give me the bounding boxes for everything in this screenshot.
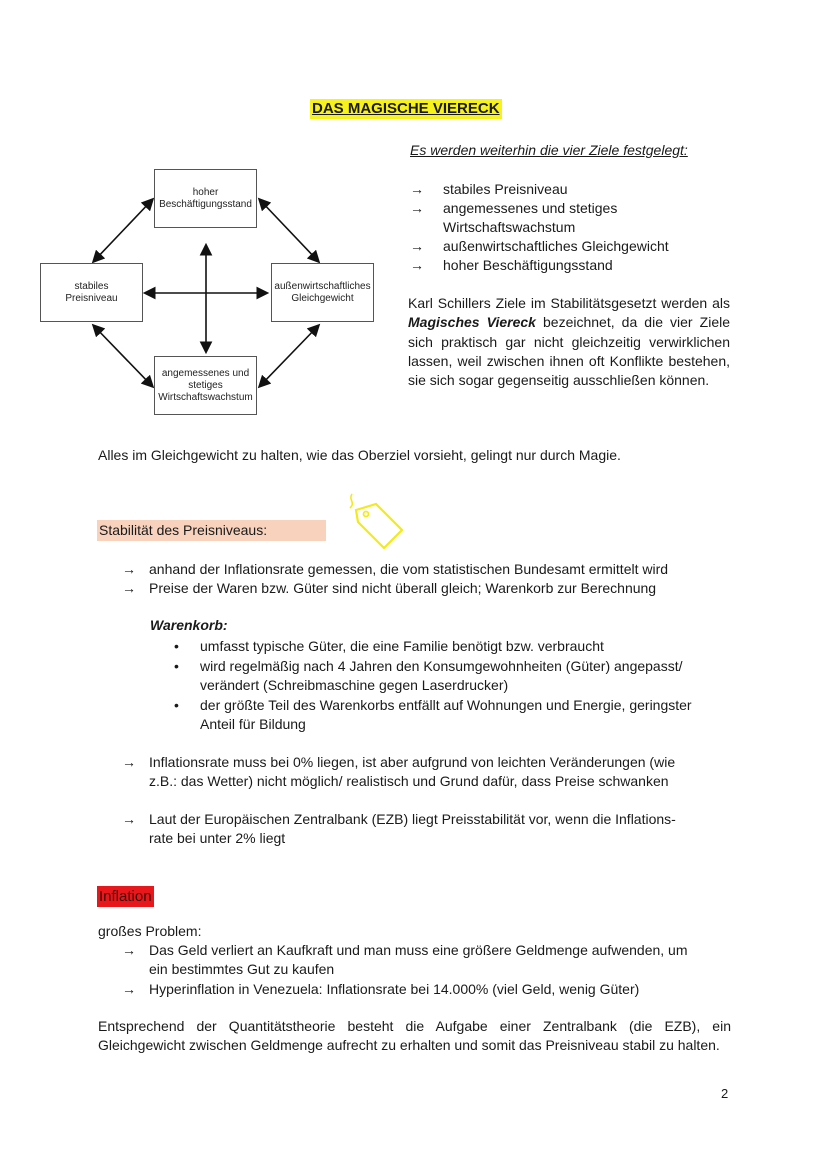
arrow-icon: → — [410, 200, 424, 216]
schiller-paragraph: Karl Schillers Ziele im Stabilitätsgesetzt werden als Magisches Viereck bezeichnet, da die vier Ziele sich praktisch gar nicht gleichzeitig verwirklichen lassen, weil zwischen ihnen oft Konflikte bestehen, sie sich sogar gegenseitig ausschließen können. — [408, 295, 730, 389]
diagonal-arrow-top-left — [94, 200, 152, 261]
tag-outline — [356, 504, 402, 548]
stability-point: → Laut der Europäischen Zentralbank (EZB) liegt Preisstabilität vor, wenn die Inflations- rate bei unter 2% liegt — [122, 811, 676, 846]
stability-heading: Stabilität des Preisniveaus: — [97, 520, 326, 541]
arrow-icon: → — [122, 942, 136, 958]
arrow-icon: → — [410, 257, 424, 273]
bullet-icon: • — [174, 658, 179, 674]
goal-item: → angemessenes und stetiges — [410, 200, 618, 216]
goal-item: → außenwirtschaftliches Gleichgewicht — [410, 238, 669, 254]
goals-intro: Es werden weiterhin die vier Ziele festgelegt: — [410, 142, 688, 158]
basket-item: • der größte Teil des Warenkorbs entfällt auf Wohnungen und Energie, geringster Anteil für Bildung — [174, 697, 692, 732]
basket-item: • wird regelmäßig nach 4 Jahren den Konsumgewohnheiten (Güter) angepasst/ verändert (Schreibmaschine gegen Laserdrucker) — [174, 658, 683, 693]
basket-item: • umfasst typische Güter, die eine Familie benötigt bzw. verbraucht — [174, 638, 604, 654]
magic-square-diagram — [38, 166, 378, 421]
stability-point: → Preise der Waren bzw. Güter sind nicht überall gleich; Warenkorb zur Berechnung — [122, 580, 657, 596]
tag-icon — [344, 492, 406, 554]
diagonal-arrow-bottom-right — [260, 326, 318, 386]
page-title: DAS MAGISCHE VIERECK — [312, 100, 500, 117]
closing-paragraph: Entsprechend der Quantitätstheorie besteht die Aufgabe einer Zentralbank (die EZB), ein Gleichgewicht zwischen Geldmenge aufrecht zu erhalten und somit das Preisniveau stabil zu halten. — [98, 1018, 731, 1054]
goal-box-growth: angemessenes und stetiges Wirtschaftswachstum — [154, 356, 257, 415]
basket-heading: Warenkorb: — [150, 617, 228, 633]
page-number: 2 — [721, 1086, 729, 1101]
inflation-heading: Inflation — [99, 888, 152, 905]
arrow-icon: → — [410, 238, 424, 254]
tag-hole — [364, 512, 369, 517]
magic-sentence: Alles im Gleichgewicht zu halten, wie das Oberziel vorsieht, gelingt nur durch Magie. — [98, 447, 621, 463]
arrow-icon: → — [122, 561, 136, 577]
goal-item: → stabiles Preisniveau — [410, 181, 568, 197]
goal-item: Wirtschaftswachstum — [443, 219, 576, 235]
tag-string — [350, 494, 352, 508]
stability-point: → anhand der Inflationsrate gemessen, die vom statistischen Bundesamt ermittelt wird — [122, 561, 669, 577]
arrow-icon: → — [122, 754, 136, 770]
arrow-icon: → — [122, 981, 136, 997]
goal-box-employment: hoher Beschäftigungsstand — [154, 169, 257, 228]
arrow-icon: → — [410, 181, 424, 197]
arrow-icon: → — [122, 580, 136, 596]
bullet-icon: • — [174, 638, 179, 654]
bullet-icon: • — [174, 697, 179, 713]
goal-box-price-level: stabiles Preisniveau — [40, 263, 143, 322]
magic-square-term: Magisches Viereck — [408, 314, 536, 331]
diagonal-arrow-bottom-left — [94, 326, 152, 386]
inflation-problem: großes Problem: — [98, 923, 202, 939]
inflation-point: → Das Geld verliert an Kaufkraft und man muss eine größere Geldmenge aufwenden, um ein bestimmtes Gut zu kaufen — [122, 942, 688, 977]
inflation-point: → Hyperinflation in Venezuela: Inflationsrate bei 14.000% (viel Geld, wenig Güter) — [122, 981, 640, 997]
arrow-icon: → — [122, 811, 136, 827]
diagonal-arrow-top-right — [260, 200, 318, 261]
stability-point: → Inflationsrate muss bei 0% liegen, ist aber aufgrund von leichten Veränderungen (wie z.B.: das Wetter) nicht möglich/ realistisch und Grund dafür, dass Preise schwanken — [122, 754, 676, 789]
goal-item: → hoher Beschäftigungsstand — [410, 257, 613, 273]
goal-box-external-balance: außenwirtschaftliches Gleichgewicht — [271, 263, 374, 322]
